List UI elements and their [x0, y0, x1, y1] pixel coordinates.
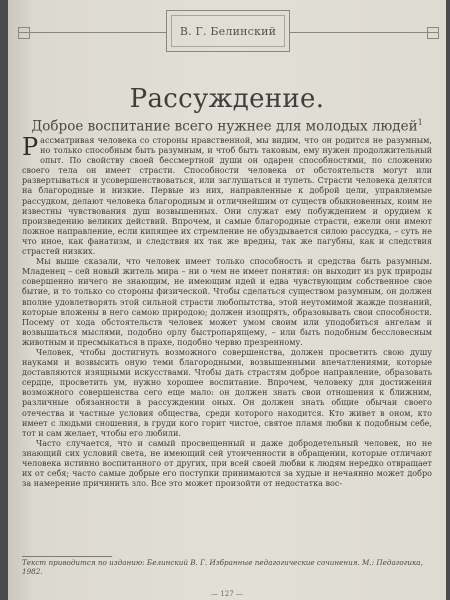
- header-author: В. Г. Белинский: [179, 24, 277, 38]
- footnote: Текст приводится по изданию: Белинский В. Г. Избранные педагогические сочинения. М.: Педагогика, 1982.: [22, 558, 423, 576]
- footnote-marker: 1: [417, 118, 423, 127]
- paragraph: Человек, чтобы достигнуть возможного совершенства, должен просветить свою душу науками и возвысить оную теми благородными, возвышенными впечатлениями, которые доставляются изящными искусствами. Чтобы дать страстям доброе направление, образовать сердце, просветить ум, нужно хорошее воспитание. Впрочем, человеку для достижения возможного совершенства сего еще мало: он должен знать свои отношения к ближним, различные обязанности в рассуждении оных. Он должен знать общие обычаи своего отечества и частные условия общества, среди которого находится. Кто живет в оном, кто имеет с людьми сношения, в груди кого горит чистое, святое пламя любви к подобным себе, тот и сам желает, чтобы его любили.: [22, 347, 432, 438]
- paragraph: Мы выше сказали, что человек имеет только способность и средства быть разумным. Младенец – сей новый житель мира – ни о чем не имеет понятия: он выходит из рук природы совершенно ничего не знающим, не имеющим идей и едва чувствующим собственное свое бытие, и то только со стороны физической. Чтобы сделаться существом разумным, он должен вполне удовлетворять этой сильной страсти любопытства, этой неутомимой жажде познаний, которые вложены в него самою природою; должен изощрять, образовывать свои способности. Посему от хода обстоятельств человек может умом своим или уподобиться ангелам и возвышаться мыслями, подобно орлу быстропарящему, – или быть подобным бессловесным животным и пресмыкаться в прахе, подобно червю презренному.: [22, 257, 432, 347]
- footnote-rule: [22, 556, 112, 557]
- body-text: [22, 133, 432, 489]
- running-header: [166, 10, 290, 52]
- paragraph-text: ассматривая человека со стороны нравственной, мы видим, что он родится не разумным, но только способным быть разумным, и чтоб быть таковым, ему нужен продолжительный опыт. По свойству своей бессмертной души он одарен способностями, по сложению своего тела он имеет страсти. Способности человека от обстоятельств могут или развертываться и усовершенствоваться, или заглушаться и тупеть. Страсти человека делятся на благородные и низкие. Первые из них, направленные к доброй цели, управляемые рассудком, делают человека благородным и отличнейшим от существ обыкновенных, коим не известны чувствования душ возвышенных. Они служат ему побуждением и орудием к произведению великих действий. Впрочем, и самые благородные страсти, ежели они имеют ложное направление, если кипящее их стремление не обуздывается силою рассудка, – суть не что иное, как фанатизм, и следствия их так же вредны, так же пагубны, как и следствия страстей низких.: [22, 136, 432, 257]
- page-subtitle: [8, 118, 446, 135]
- paragraph: Часто случается, что и самый просвещенный и даже добродетельный человек, но не знающий сих условий света, не имеющий сей утонченности в обращении, которые отличают человека истинно воспитанного от других, при всей своей любви к людям нередко отвращает их от себя; часто самые добрые его поступки принимаются за худые и нечаянно может добро за намерение причинить зло. Все это может произойти от недостатка вос-: [22, 438, 432, 489]
- subtitle-text: Доброе воспитание всего нужнее для молодых людей: [31, 118, 418, 135]
- drop-cap: Р: [22, 133, 39, 161]
- paragraph: [22, 133, 432, 257]
- header-ornament: [18, 8, 438, 56]
- page-number: — 127 —: [211, 590, 243, 598]
- book-page: [8, 0, 446, 600]
- page-title: Рассуждение.: [129, 84, 325, 114]
